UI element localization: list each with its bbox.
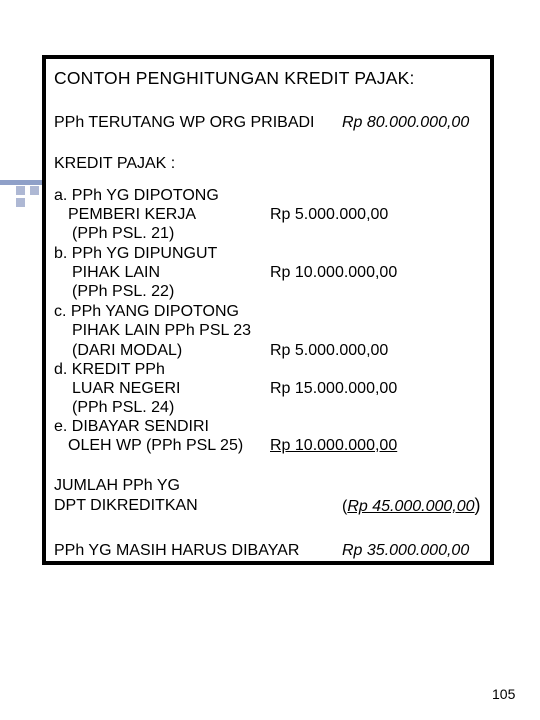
total-open-paren: (	[342, 498, 348, 515]
page-number: 105	[492, 686, 516, 702]
credit-e-line1: e. DIBAYAR SENDIRI	[54, 418, 209, 435]
credit-b-line3: (PPh PSL. 22)	[72, 283, 175, 300]
decorative-square	[30, 186, 39, 195]
total-credit-line2: DPT DIKREDITKAN	[54, 497, 198, 514]
remaining-amount: Rp 35.000.000,00	[342, 542, 470, 559]
remaining-label: PPh YG MASIH HARUS DIBAYAR	[54, 542, 300, 559]
credit-a-amount: Rp 5.000.000,00	[270, 206, 389, 223]
credit-b-line2: PIHAK LAIN	[72, 264, 161, 281]
credit-d-amount: Rp 15.000.000,00	[270, 380, 398, 397]
credit-d-line3: (PPh PSL. 24)	[72, 399, 175, 416]
credit-e-line2: OLEH WP (PPh PSL 25)	[68, 437, 244, 454]
credit-c-line3: (DARI MODAL)	[72, 342, 183, 359]
tax-owed-amount: Rp 80.000.000,00	[342, 114, 470, 131]
credit-a-line2: PEMBERI KERJA	[68, 206, 197, 223]
total-credit-line1: JUMLAH PPh YG	[54, 477, 180, 494]
credit-d-line2: LUAR NEGERI	[72, 380, 181, 397]
total-credit-amount	[342, 496, 481, 516]
credit-a-line3: (PPh PSL. 21)	[72, 225, 175, 242]
credit-b-amount: Rp 10.000.000,00	[270, 264, 398, 281]
credit-a-line1: a. PPh YG DIPOTONG	[54, 187, 219, 204]
decorative-square	[16, 186, 25, 195]
total-credit-value: Rp 45.000.000,00	[347, 498, 475, 515]
credit-d-line1: d. KREDIT PPh	[54, 361, 165, 378]
credit-c-line2: PIHAK LAIN PPh PSL 23	[72, 322, 252, 339]
calculation-box	[42, 55, 494, 565]
credit-c-amount: Rp 5.000.000,00	[270, 342, 389, 359]
credit-e-amount: Rp 10.000.000,00	[270, 437, 398, 454]
credit-c-line1: c. PPh YANG DIPOTONG	[54, 303, 239, 320]
credit-b-line1: b. PPh YG DIPUNGUT	[54, 245, 218, 262]
credit-heading: KREDIT PAJAK :	[54, 155, 176, 172]
decorative-square	[16, 198, 25, 207]
decorative-rule	[0, 180, 44, 185]
slide-title: CONTOH PENGHITUNGAN KREDIT PAJAK:	[54, 68, 415, 88]
total-close-paren: )	[474, 495, 481, 515]
tax-owed-label: PPh TERUTANG WP ORG PRIBADI	[54, 114, 315, 131]
